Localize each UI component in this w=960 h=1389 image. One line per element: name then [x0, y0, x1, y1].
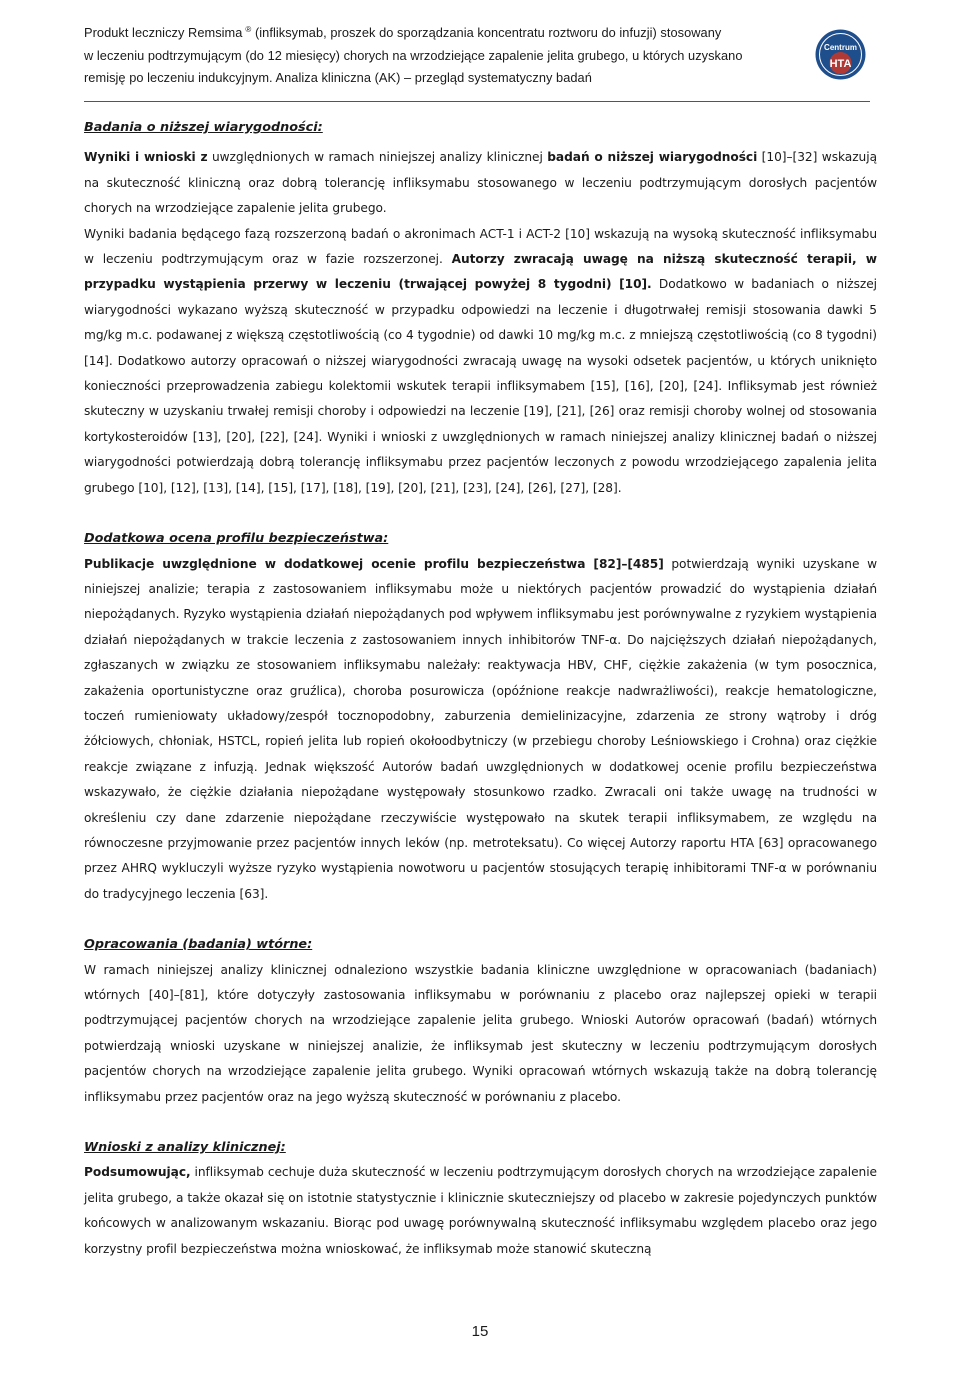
running-header [84, 22, 814, 90]
paragraph-lower-reliability-2: Wyniki badania będącego fazą rozszerzoną badań o akronimach ACT-1 i ACT-2 [10] wskazują na wysoką skuteczność infliksymabu w leczeniu podtrzymującym oraz w fazie rozszerzonej. Autorzy zwracają uwagę na niższą skuteczność terapii, w przypadku wystąpienia przerwy w leczeniu (trwającej powyżej 8 tygodni) [10]. Dodatkowo w badaniach o niższej wiarygodności wykazano wyższą skuteczność w przypadku odpowiedzi na leczenie i długotrwałej remisji stosowania dawki 5 mg/kg m.c. podawanej z większą częstotliwością (co 4 tygodnie) od dawki 10 mg/kg m.c. z mniejszą częstotliwością (co 8 tygodni) [14]. Dodatkowo autorzy opracowań o niższej wiarygodności zwracają uwagę na wysoki odsetek pacjentów, u których uniknięto konieczności przeprowadzenia zabiegu kolektomii wskutek terapii infliksymabem [15], [16], [20], [24]. Infliksymab jest również skuteczny w uzyskaniu trwałej remisji choroby i odpowiedzi na leczenie [19], [21], [26] oraz remisji choroby wolnej od stosowania kortykosteroidów [13], [20], [22], [24]. Wyniki i wnioski z uwzględnionych w ramach niniejszej analizy klinicznej badań o niższej wiarygodności potwierdzają dobrą tolerancję infliksymabu przez pacjentów leczonych z powodu wrzodziejącego zapalenia jelita grubego [10], [12], [13], [14], [15], [17], [18], [19], [20], [21], [23], [24], [26], [27], [28]. [84, 226, 878, 495]
page-content [84, 115, 877, 1262]
section-heading-safety: Dodatkowa ocena profilu bezpieczeństwa: [84, 531, 389, 547]
header-divider [84, 101, 870, 102]
registered-mark: ® [245, 24, 252, 34]
section-heading-secondary-studies: Opracowania (badania) wtórne: [84, 937, 313, 953]
paragraph-conclusions: Podsumowując, infliksymab cechuje duża skuteczność w leczeniu podtrzymującym dorosłych chorych na wrzodziejące zapalenie jelita grubego, a także okazał się on istotnie statystycznie i klinicznie skuteczniejszy od placebo w zakresie pojedynczych punktów końcowych w analizowanym wskazaniu. Biorąc pod uwagę porównywalną skuteczność infliksymabu względem placebo oraz jego korzystny profil bezpieczeństwa można wnioskować, że infliksymab może stanowić skuteczną [84, 1165, 877, 1256]
header-line-1: Produkt leczniczy Remsima ® (infliksymab, proszek do sporządzania koncentratu roztworu do infuzji) stosowany [84, 24, 722, 40]
header-line-2: w leczeniu podtrzymującym (do 12 miesięcy) chorych na wrzodziejące zapalenie jelita grubego, u których uzyskano [84, 47, 743, 63]
paragraph-lower-reliability-1: Wyniki i wnioski z uwzględnionych w ramach niniejszej analizy klinicznej badań o niższej wiarygodności [10]–[32] wskazują na skuteczność kliniczną oraz dobrą tolerancję infliksymabu stosowanego w leczeniu podtrzymującym dorosłych pacjentów chorych na wrzodziejące zapalenie jelita grubego. [84, 150, 877, 216]
page-number: 15 [471, 1323, 489, 1340]
logo-text-bottom: HTA [829, 58, 852, 70]
logo-text-top: Centrum [824, 43, 857, 52]
centrum-hta-logo [815, 29, 866, 80]
section-heading-lower-reliability: Badania o niższej wiarygodności: [84, 120, 323, 135]
section-heading-conclusions: Wnioski z analizy klinicznej: [84, 1140, 286, 1156]
paragraph-secondary-studies: W ramach niniejszej analizy klinicznej odnaleziono wszystkie badania kliniczne uwzględnione w opracowaniach (badaniach) wtórnych [40]–[81], które dotyczyły zastosowania infliksymabu w porównaniu z placebo oraz najlepszej opieki w terapii podtrzymującej pacjentów chorych na wrzodziejące zapalenie jelita grubego. Wnioski Autorów opracowań (badań) wtórnych potwierdzają wnioski uzyskane w niniejszej analizie, że infliksymab jest skuteczny w leczeniu podtrzymującym dorosłych pacjentów chorych na wrzodziejące zapalenie jelita grubego. Wyniki opracowań wtórnych wskazują także na dobrą tolerancję infliksymabu przez pacjentów oraz na jego wyższą skuteczność w porównaniu z placebo. [84, 962, 877, 1104]
header-line-3: remisję po leczeniu indukcyjnym. Analiza kliniczna (AK) – przegląd systematyczny badań [84, 70, 592, 85]
paragraph-safety: Publikacje uwzględnione w dodatkowej ocenie profilu bezpieczeństwa [82]–[485] potwierdzają wyniki uzyskane w niniejszej analizie; terapia z zastosowaniem infliksymabu może u niektórych pacjentów prowadzić do wystąpienia działań niepożądanych. Ryzyko wystąpienia działań niepożądanych pod wpływem infliksymabu jest porównywalne z ryzykiem wystąpienia działań niepożądanych w trakcie leczenia z zastosowaniem innych inhibitorów TNF-α. Do najcięższych działań niepożądanych, zgłaszanych w związku ze stosowaniem infliksymabu należały: reaktywacja HBV, CHF, ciężkie zakażenia (w tym posocznica, zakażenia oportunistyczne oraz gruźlica), choroba posurowicza (opóźnione reakcje nadwrażliwości), reakcje hematologiczne, toczeń rumieniowaty układowy/zespół tocznopodobny, zaburzenia demielinizacyjne, zdarzenia ze strony wątroby i dróg żółciowych, chłoniak, HSTCL, ropień jelita lub ropień okołoodbytniczy (w przebiegu choroby Leśniowskiego i Crohna) oraz ciężkie reakcje związane z infuzją. Jednak większość Autorów badań uwzględnionych w dodatkowej ocenie profilu bezpieczeństwa wskazywało, że ciężkie działania niepożądane występowały stosunkowo rzadko. Zwracali oni także uwagę na trudności w określeniu czy dane zdarzenie niepożądane rzeczywiście występowało na skutek terapii infliksymabem, ze względu na równoczesne przyjmowanie przez pacjentów innych leków (np. metroteksatu). Co więcej Autorzy raportu HTA [63] opracowanego przez AHRQ wykluczyli wyższe ryzyko wystąpienia nowotworu u pacjentów stosujących terapię inhibitorami TNF-α w porównaniu do tradycyjnego leczenia [63]. [84, 556, 877, 901]
